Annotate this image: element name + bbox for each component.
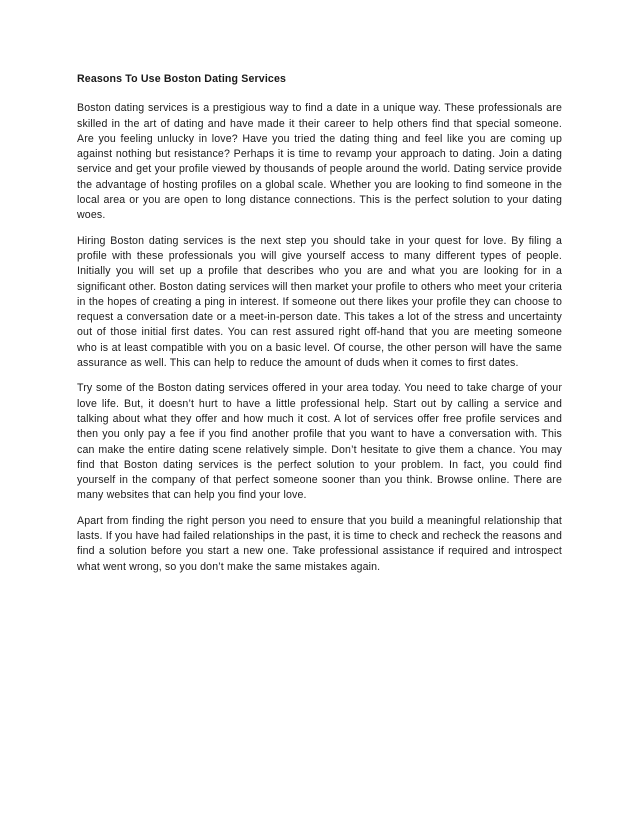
paragraph-3: Try some of the Boston dating services offered in your area today. You need to take charge of your love life. But, it doesn’t hurt to have a little professional help. Start out by calling a service and talking about what they offer and how much it cost. A lot of services offer free profile services and then you only pay a fee if you find another profile that you want to have a conversation with. This can make the entire dating scene relatively simple. Don’t hesitate to give them a chance. You may find that Boston dating services is the perfect solution to your problem. In fact, you could find yourself in the company of that perfect someone sooner than you think. Browse online. There are many websites that can help you find your love.: [77, 382, 562, 502]
document-title: Reasons To Use Boston Dating Services: [77, 73, 287, 85]
paragraph-1: Boston dating services is a prestigious way to find a date in a unique way. These professionals are skilled in the art of dating and have made it their career to help others find that special someone. Are you feeling unlucky in love? Have you tried the dating thing and feel like you are coming up against nothing but resistance? Perhaps it is time to revamp your approach to dating. Join a dating service and get your profile viewed by thousands of people around the world. Dating service provide the advantage of hosting profiles on a global scale. Whether you are looking to find someone in the local area or you are open to long distance connections. This is the perfect solution to your dating woes.: [77, 102, 562, 222]
paragraph-2: Hiring Boston dating services is the next step you should take in your quest for love. By filing a profile with these professionals you will give yourself access to many different types of people. Initially you will set up a profile that describes who you are and what you are looking for in a significant other. Boston dating services will then market your profile to others who meet your criteria in the hopes of creating a ping in interest. If someone out there likes your profile they can choose to request a conversation date or a meet-in-person date. This takes a lot of the stress and uncertainty out of those initial first dates. You can rest assured right off-hand that you are meeting someone who is at least compatible with you on a basic level. Of course, the other person will have the same assurance as well. This can help to reduce the amount of duds when it comes to first dates.: [77, 234, 562, 370]
document-body: [77, 72, 562, 585]
paragraph-4: Apart from finding the right person you need to ensure that you build a meaningful relationship that lasts. If you have had failed relationships in the past, it is time to check and recheck the reasons and find a solution before you start a new one. Take professional assistance if required and introspect what went wrong, so you don’t make the same mistakes again.: [77, 514, 562, 573]
